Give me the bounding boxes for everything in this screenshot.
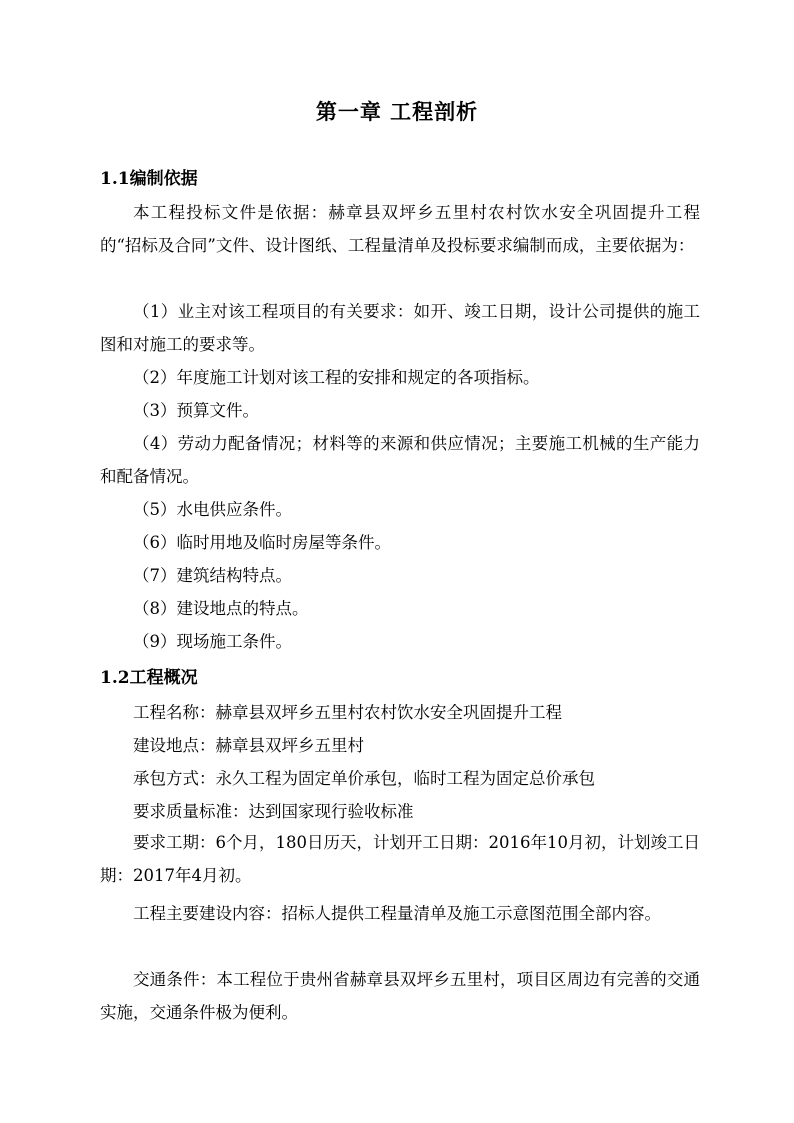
chapter-title: 第一章 工程剖析 (315, 99, 479, 124)
basis-item-7: （7）建筑结构特点。 (133, 566, 292, 585)
traffic-paragraph: 交通条件：本工程位于贵州省赫章县双坪乡五里村，项目区周边有完善的交通实施，交通条件极为便利。 (100, 970, 700, 1022)
schedule-paragraph: 要求工期：6个月，180日历天，计划开工日期：2016年10月初，计划竣工日期：2017年4月初。 (100, 833, 700, 885)
construction-site: 建设地点：赫章县双坪乡五里村 (133, 736, 364, 755)
basis-item-1: （1）业主对该工程项目的有关要求：如开、竣工日期，设计公司提供的施工图和对施工的要求等。 (100, 302, 700, 354)
scope-paragraph: 工程主要建设内容：招标人提供工程量清单及施工示意图范围全部内容。 (133, 904, 661, 923)
contract-type: 承包方式：永久工程为固定单价承包，临时工程为固定总价承包 (133, 769, 595, 788)
basis-item-8: （8）建设地点的特点。 (133, 599, 309, 618)
quality-standard: 要求质量标准：达到国家现行验收标准 (133, 802, 414, 821)
section-heading-1-1: 1.1编制依据 (100, 169, 198, 189)
basis-item-3: （3）预算文件。 (133, 401, 259, 420)
basis-item-9: （9）现场施工条件。 (133, 632, 292, 651)
basis-item-5: （5）水电供应条件。 (133, 500, 292, 519)
basis-item-6: （6）临时用地及临时房屋等条件。 (133, 533, 391, 552)
basis-item-2: （2）年度施工计划对该工程的安排和规定的各项指标。 (133, 368, 540, 387)
section-1-1-intro: 本工程投标文件是依据：赫章县双坪乡五里村农村饮水安全巩固提升工程的“招标及合同”文件、设计图纸、工程量清单及投标要求编制而成，主要依据为： (100, 203, 700, 255)
project-name: 工程名称：赫章县双坪乡五里村农村饮水安全巩固提升工程 (133, 703, 562, 722)
section-heading-1-2: 1.2工程概况 (100, 668, 198, 688)
basis-item-4: （4）劳动力配备情况；材料等的来源和供应情况；主要施工机械的生产能力和配备情况。 (100, 434, 700, 486)
